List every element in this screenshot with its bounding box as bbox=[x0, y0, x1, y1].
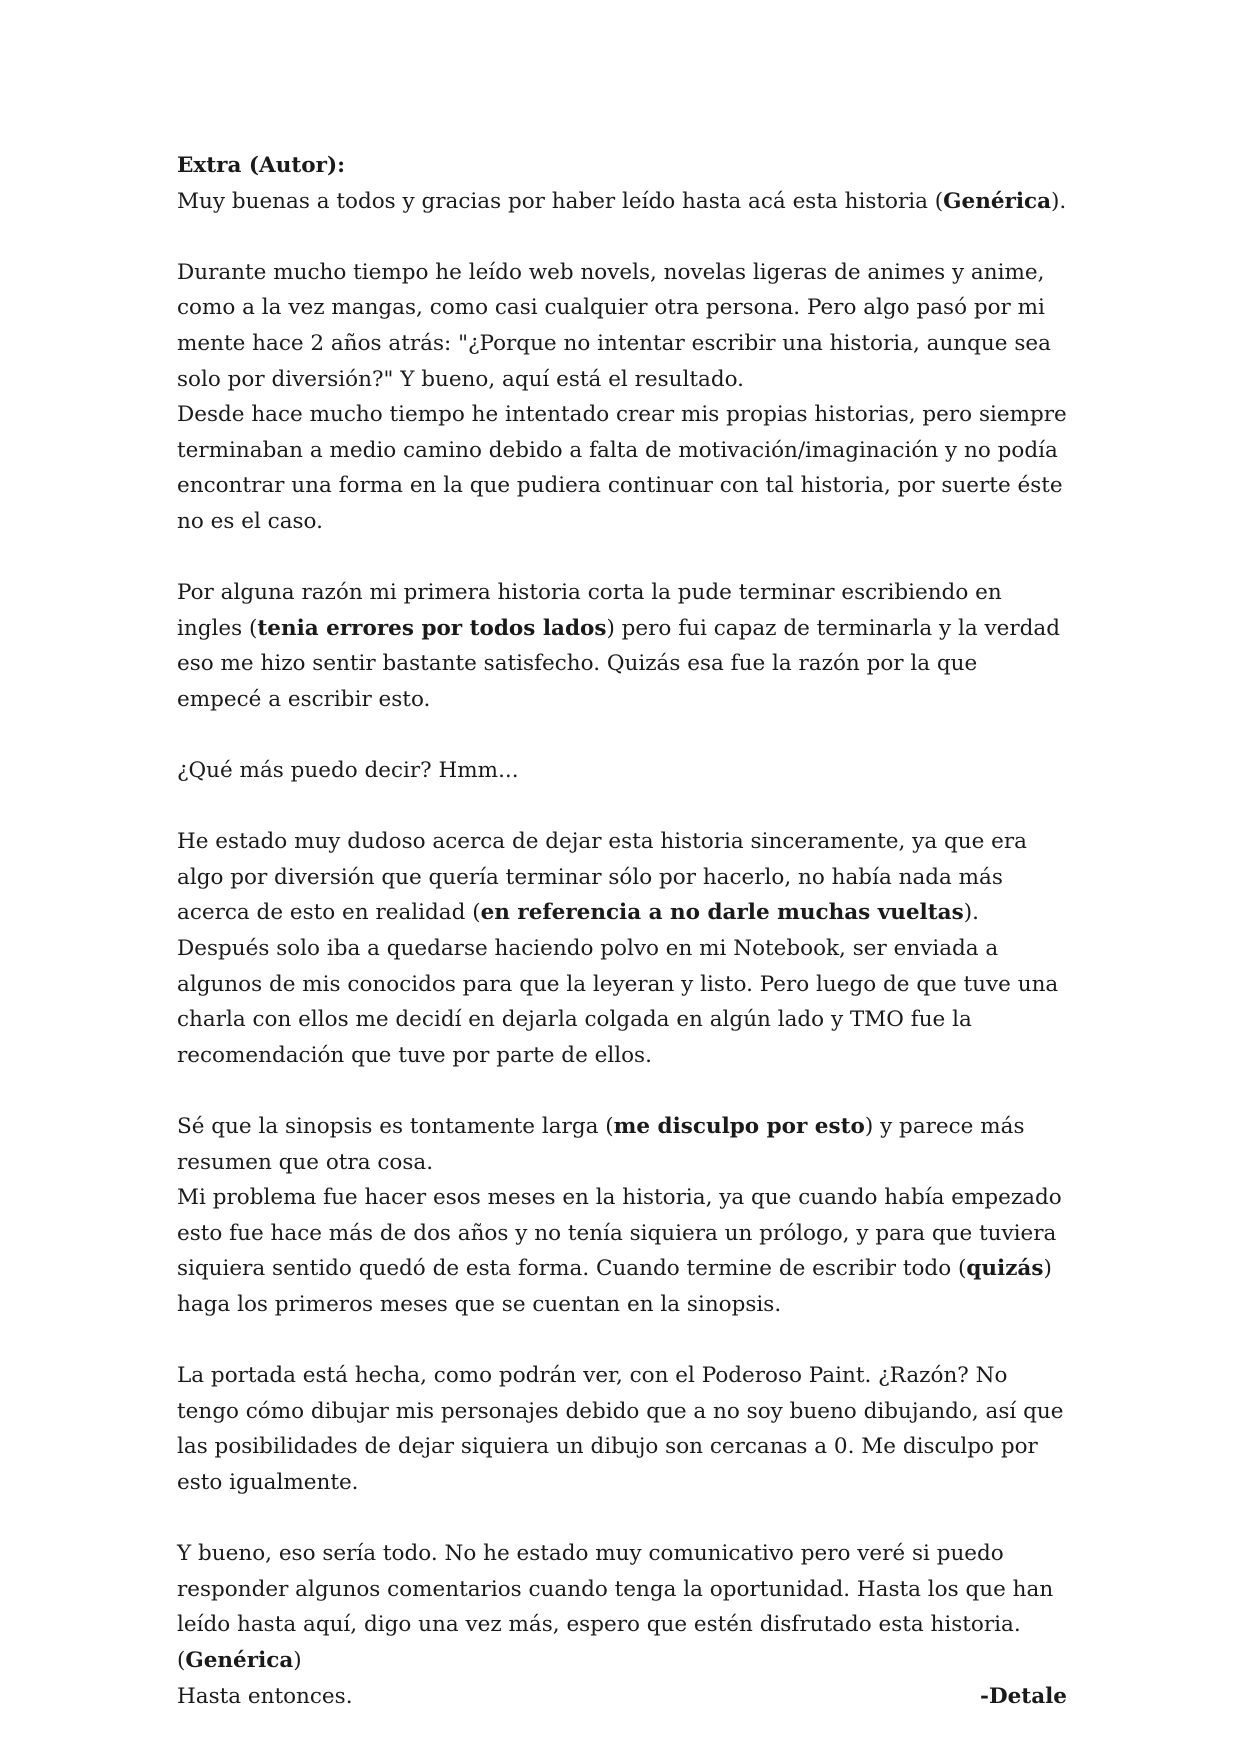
paragraph-5: He estado muy dudoso acerca de dejar esta historia sinceramente, ya que era algo por diversión que quería terminar sólo por hacerlo, no había nada más acerca de esto en realidad (en referencia a no darle muchas vueltas). Después solo iba a quedarse haciendo polvo en mi Notebook, ser enviada a algunos de mis conocidos para que la leyeran y listo. Pero luego de que tuve una charla con ellos me decidí en dejarla colgada en algún lado y TMO fue la recomendación que tuve por parte de ellos. bbox=[177, 829, 1059, 1068]
document-page bbox=[177, 148, 1067, 1714]
intro-paragraph: Muy buenas a todos y gracias por haber leído hasta acá esta historia (Genérica). bbox=[177, 188, 1067, 214]
paragraph-8: La portada está hecha, como podrán ver, con el Poderoso Paint. ¿Razón? No tengo cómo dibujar mis personajes debido que a no soy bueno dibujando, así que las posibilidades de dejar siquiera un dibujo son cercanas a 0. Me disculpo por esto igualmente. bbox=[177, 1363, 1064, 1495]
heading: Extra (Autor): bbox=[177, 153, 346, 178]
paragraph-3: Por alguna razón mi primera historia corta la pude terminar escribiendo en ingles (tenia errores por todos lados) pero fui capaz de terminarla y la verdad eso me hizo sentir bastante satisfecho. Quizás esa fue la razón por la que empecé a escribir esto. bbox=[177, 580, 1061, 712]
paragraph-6: Sé que la sinopsis es tontamente larga (me disculpo por esto) y parece más resumen que otra cosa. bbox=[177, 1114, 1025, 1175]
paragraph-2: Desde hace mucho tiempo he intentado crear mis propias historias, pero siempre terminaban a medio camino debido a falta de motivación/imaginación y no podía encontrar una forma en la que pudiera continuar con tal historia, por suerte éste no es el caso. bbox=[177, 402, 1067, 534]
paragraph-1: Durante mucho tiempo he leído web novels, novelas ligeras de animes y anime, como a la vez mangas, como casi cualquier otra persona. Pero algo pasó por mi mente hace 2 años atrás: "¿Porque no intentar escribir una historia, aunque sea solo por diversión?" Y bueno, aquí está el resultado. bbox=[177, 259, 1051, 392]
closing-text: Hasta entonces. bbox=[177, 1683, 353, 1709]
closing-line bbox=[177, 1679, 1067, 1715]
signature: -Detale bbox=[980, 1683, 1067, 1709]
paragraph-4: ¿Qué más puedo decir? Hmm... bbox=[177, 758, 519, 784]
paragraph-9: Y bueno, eso sería todo. No he estado muy comunicativo pero veré si puedo responder algunos comentarios cuando tenga la oportunidad. Hasta los que han leído hasta aquí, digo una vez más, espero que estén disfrutado esta historia. (Genérica) bbox=[177, 1541, 1054, 1673]
paragraph-7: Mi problema fue hacer esos meses en la historia, ya que cuando había empezado esto fue hace más de dos años y no tenía siquiera un prólogo, y para que tuviera siquiera sentido quedó de esta forma. Cuando termine de escribir todo (quizás) haga los primeros meses que se cuentan en la sinopsis. bbox=[177, 1185, 1062, 1317]
